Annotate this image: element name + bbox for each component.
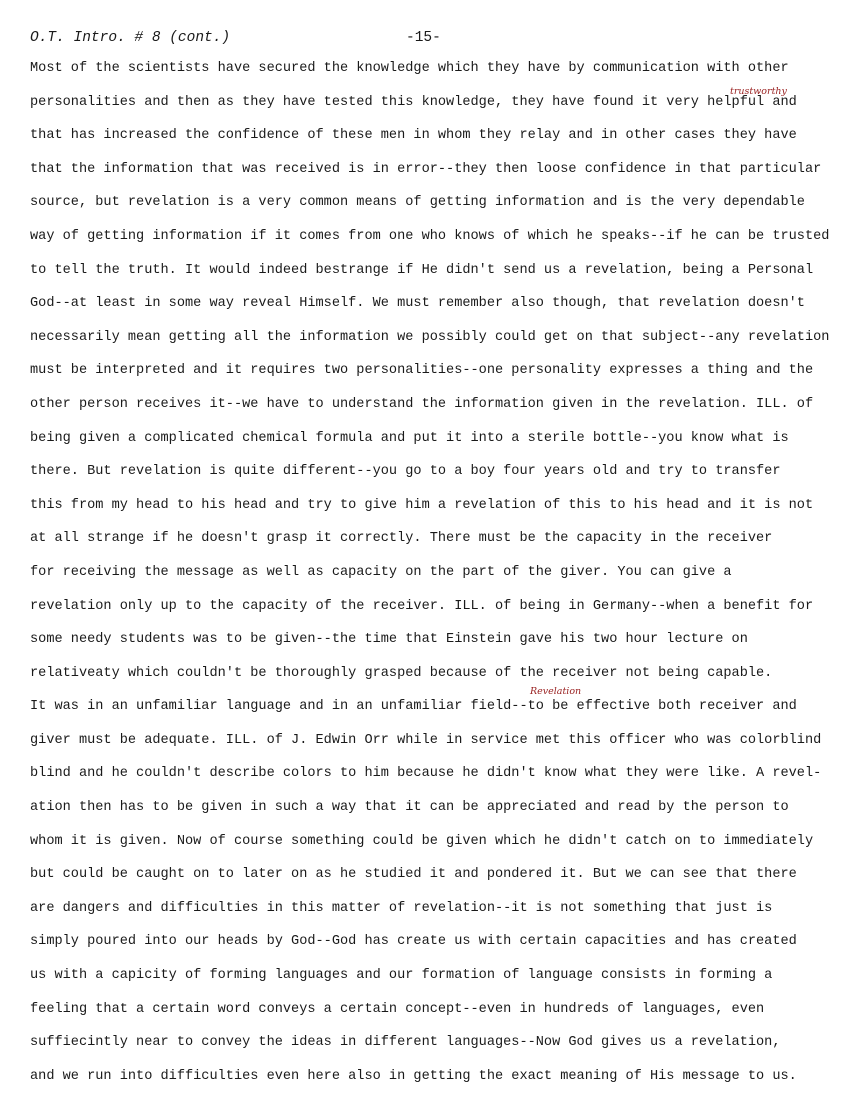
text-line: us with a capicity of forming languages and our formation of language consists in forming a bbox=[30, 968, 773, 984]
text-line: whom it is given. Now of course something could be given which he didn't catch on to immediately bbox=[30, 833, 814, 849]
text-line: personalities and then as they have tested this knowledge, they have found it very helpful and bbox=[30, 94, 797, 110]
text-line: and we run into difficulties even here also in getting the exact meaning of His message to us. bbox=[30, 1068, 797, 1084]
text-line: Most of the scientists have secured the knowledge which they have by communication with other bbox=[30, 61, 789, 76]
text-line: this from my head to his head and try to give him a revelation of this to his head and it is not bbox=[30, 497, 814, 513]
text-line: being given a complicated chemical formula and put it into a sterile bottle--you know what is bbox=[30, 430, 789, 446]
text-line: suffiecintly near to convey the ideas in different languages--Now God gives us a revelation, bbox=[30, 1035, 781, 1051]
text-line: other person receives it--we have to understand the information given in the revelation. ILL. of bbox=[30, 396, 814, 412]
handwritten-annotation-revelation: Revelation bbox=[530, 686, 582, 697]
text-line: are dangers and difficulties in this matter of revelation--it is not something that just is bbox=[30, 900, 773, 916]
page-header bbox=[30, 28, 830, 48]
text-line: for receiving the message as well as capacity on the part of the giver. You can give a bbox=[30, 564, 732, 580]
text-line: feeling that a certain word conveys a certain concept--even in hundreds of languages, even bbox=[30, 1001, 765, 1017]
text-line: to tell the truth. It would indeed bestrange if He didn't send us a revelation, being a Personal bbox=[30, 262, 814, 278]
text-line: at all strange if he doesn't grasp it correctly. There must be the capacity in the receiver bbox=[30, 531, 773, 547]
text-line: ation then has to be given in such a way that it can be appreciated and read by the person to bbox=[30, 800, 789, 816]
text-line: that the information that was received is in error--they then loose confidence in that particular bbox=[30, 161, 822, 177]
text-line: some needy students was to be given--the time that Einstein gave his two hour lecture on bbox=[30, 632, 748, 648]
text-line: there. But revelation is quite different--you go to a boy four years old and try to transfer bbox=[30, 464, 781, 480]
text-line: must be interpreted and it requires two personalities--one personality expresses a thing and the bbox=[30, 363, 814, 379]
text-line: relativeaty which couldn't be thoroughly grasped because of the receiver not being capable. bbox=[30, 665, 773, 681]
text-line: simply poured into our heads by God--God has create us with certain capacities and has created bbox=[30, 934, 797, 950]
text-line: but could be caught on to later on as he studied it and pondered it. But we can see that there bbox=[30, 867, 797, 883]
text-line: God--at least in some way reveal Himself. We must remember also though, that revelation doesn't bbox=[30, 296, 805, 312]
body-text bbox=[30, 58, 845, 1099]
text-line: It was in an unfamiliar language and in an unfamiliar field--to be effective both receiver and bbox=[30, 699, 797, 715]
page-number: -15- bbox=[406, 30, 441, 46]
text-line: source, but revelation is a very common means of getting information and is the very dependable bbox=[30, 195, 805, 211]
text-line: blind and he couldn't describe colors to him because he didn't know what they were like. A revel- bbox=[30, 766, 822, 782]
course-heading: O.T. Intro. # 8 (cont.) bbox=[30, 30, 231, 46]
text-line: necessarily mean getting all the information we possibly could get on that subject--any revelation bbox=[30, 329, 830, 345]
text-line: that has increased the confidence of these men in whom they relay and in other cases they have bbox=[30, 128, 797, 144]
handwritten-annotation-trustworthy: trustworthy bbox=[730, 86, 787, 97]
text-line: way of getting information if it comes from one who knows of which he speaks--if he can be trusted bbox=[30, 228, 830, 244]
text-line: giver must be adequate. ILL. of J. Edwin Orr while in service met this officer who was colorblind bbox=[30, 732, 822, 748]
text-line: revelation only up to the capacity of the receiver. ILL. of being in Germany--when a benefit for bbox=[30, 598, 814, 614]
